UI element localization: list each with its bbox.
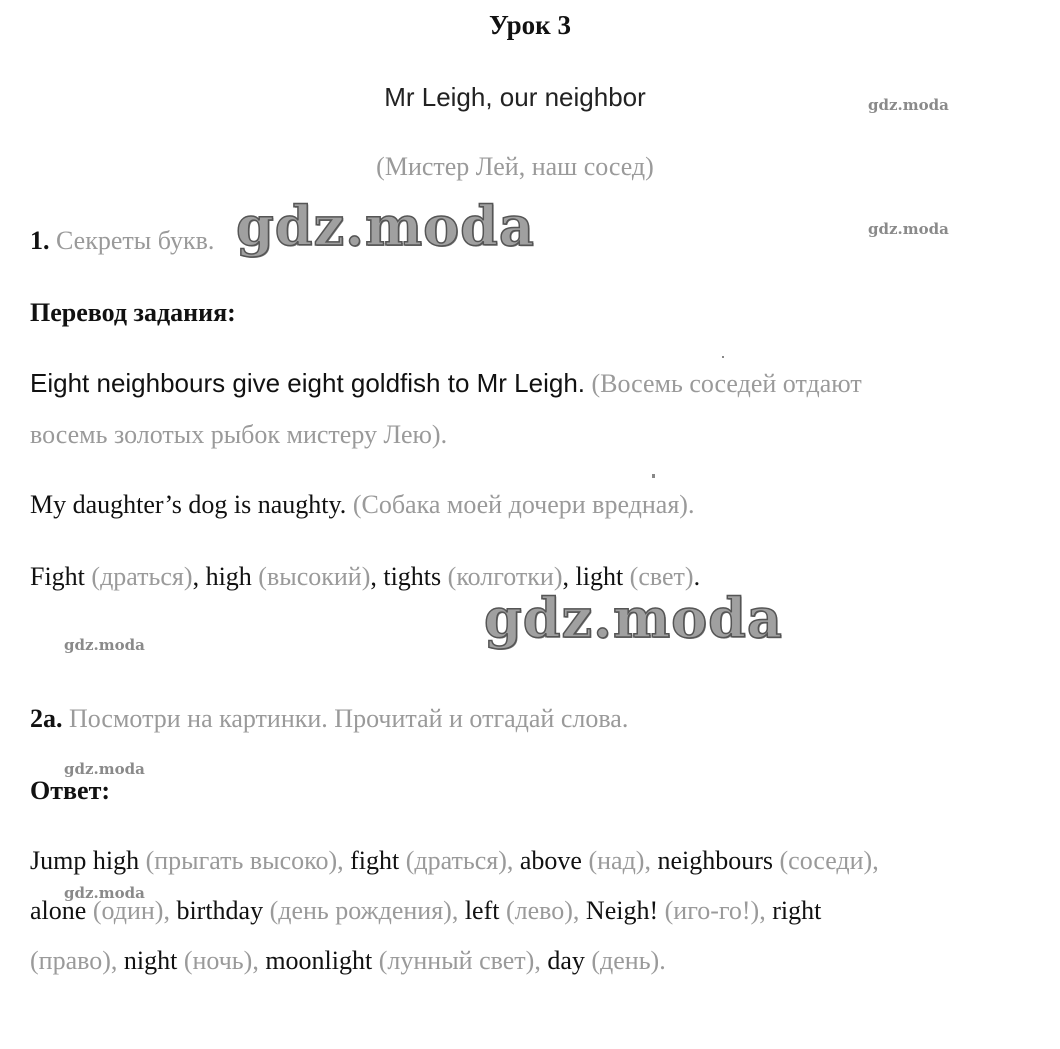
word-translation: (драться) — [91, 562, 193, 591]
word-translation: (лунный свет) — [378, 946, 535, 975]
answer-row-2 — [30, 896, 821, 926]
sentence-1-line-1 — [30, 368, 862, 399]
word-translation: (день) — [591, 946, 660, 975]
word-translation: (соседи) — [779, 846, 873, 875]
answer-row-1 — [30, 846, 879, 876]
word: light — [575, 562, 624, 591]
word-translation: (один) — [92, 896, 164, 925]
task-number: 1. — [30, 226, 50, 255]
sentence-en: My daughter’s dog is naughty. — [30, 490, 347, 519]
watermark-small: gdz.moda — [64, 884, 145, 902]
separator: , — [506, 846, 514, 875]
sentence-ru: (Собака моей дочери вредная). — [352, 490, 695, 519]
word: night — [123, 946, 178, 975]
word-translation: (колготки) — [447, 562, 563, 591]
separator: , — [451, 896, 459, 925]
separator: , — [163, 896, 170, 925]
separator: , — [370, 562, 377, 591]
word-translation: (день рождения) — [269, 896, 452, 925]
word: right — [772, 896, 822, 925]
separator: , — [337, 846, 344, 875]
vocabulary-line — [30, 562, 700, 592]
task-text: Посмотри на картинки. Прочитай и отгадай слова. — [69, 704, 629, 733]
word: Fight — [30, 562, 85, 591]
sentence-ru: (Восемь соседей отдают — [591, 369, 862, 398]
word: left — [464, 896, 500, 925]
separator: , — [572, 896, 580, 925]
word-translation: (свет) — [629, 562, 694, 591]
word: above — [519, 846, 582, 875]
watermark-small: gdz.moda — [64, 636, 145, 654]
watermark-small: gdz.moda — [868, 220, 949, 238]
word-translation: (прыгать высоко) — [145, 846, 338, 875]
word: Jump high — [30, 846, 140, 875]
separator: , — [644, 846, 651, 875]
word-translation: (над) — [588, 846, 645, 875]
answer-row-3 — [30, 946, 666, 976]
word: neighbours — [657, 846, 774, 875]
sentence-1-line-2: восемь золотых рыбок мистеру Лею). — [30, 420, 448, 449]
watermark-small: gdz.moda — [64, 760, 145, 778]
task-1-line — [30, 226, 214, 256]
word: high — [205, 562, 252, 591]
watermark-large: gdz.moda — [236, 194, 535, 258]
word: moonlight — [265, 946, 373, 975]
word: fight — [350, 846, 400, 875]
word-translation: (иго-го!) — [664, 896, 760, 925]
word: Neigh! — [585, 896, 659, 925]
word-translation: (ночь) — [183, 946, 253, 975]
word-translation: (драться) — [405, 846, 507, 875]
separator: , — [759, 896, 766, 925]
word-translation: (право) — [30, 946, 111, 975]
separator: , — [110, 946, 118, 975]
sentence-2-line — [30, 490, 694, 520]
scan-speck — [652, 474, 655, 478]
separator: , — [872, 846, 879, 875]
task-text: Секреты букв. — [56, 226, 215, 255]
separator: , — [252, 946, 259, 975]
scan-speck — [722, 356, 724, 358]
separator: , — [192, 562, 200, 591]
sentence-en: Eight neighbours give eight goldfish to Mr Leigh. — [30, 368, 586, 398]
word: birthday — [176, 896, 264, 925]
word: day — [547, 946, 585, 975]
lesson-subtitle-en: Mr Leigh, our neighbor — [384, 82, 646, 112]
word-translation: (высокий) — [258, 562, 371, 591]
task-2a-line — [30, 704, 628, 734]
watermark-small: gdz.moda — [868, 96, 949, 114]
separator: , — [534, 946, 541, 975]
watermark-large: gdz.moda — [484, 586, 783, 650]
translation-heading: Перевод задания: — [30, 298, 236, 327]
word: tights — [383, 562, 442, 591]
lesson-title: Урок 3 — [489, 10, 571, 40]
task-number: 2a. — [30, 704, 63, 733]
separator: . — [659, 946, 666, 975]
lesson-subtitle-ru: (Мистер Лей, наш сосед) — [376, 152, 654, 181]
separator: , — [562, 562, 569, 591]
separator: . — [693, 562, 701, 591]
word-translation: (лево) — [505, 896, 573, 925]
word: alone — [30, 896, 87, 925]
answer-heading: Ответ: — [30, 776, 111, 805]
